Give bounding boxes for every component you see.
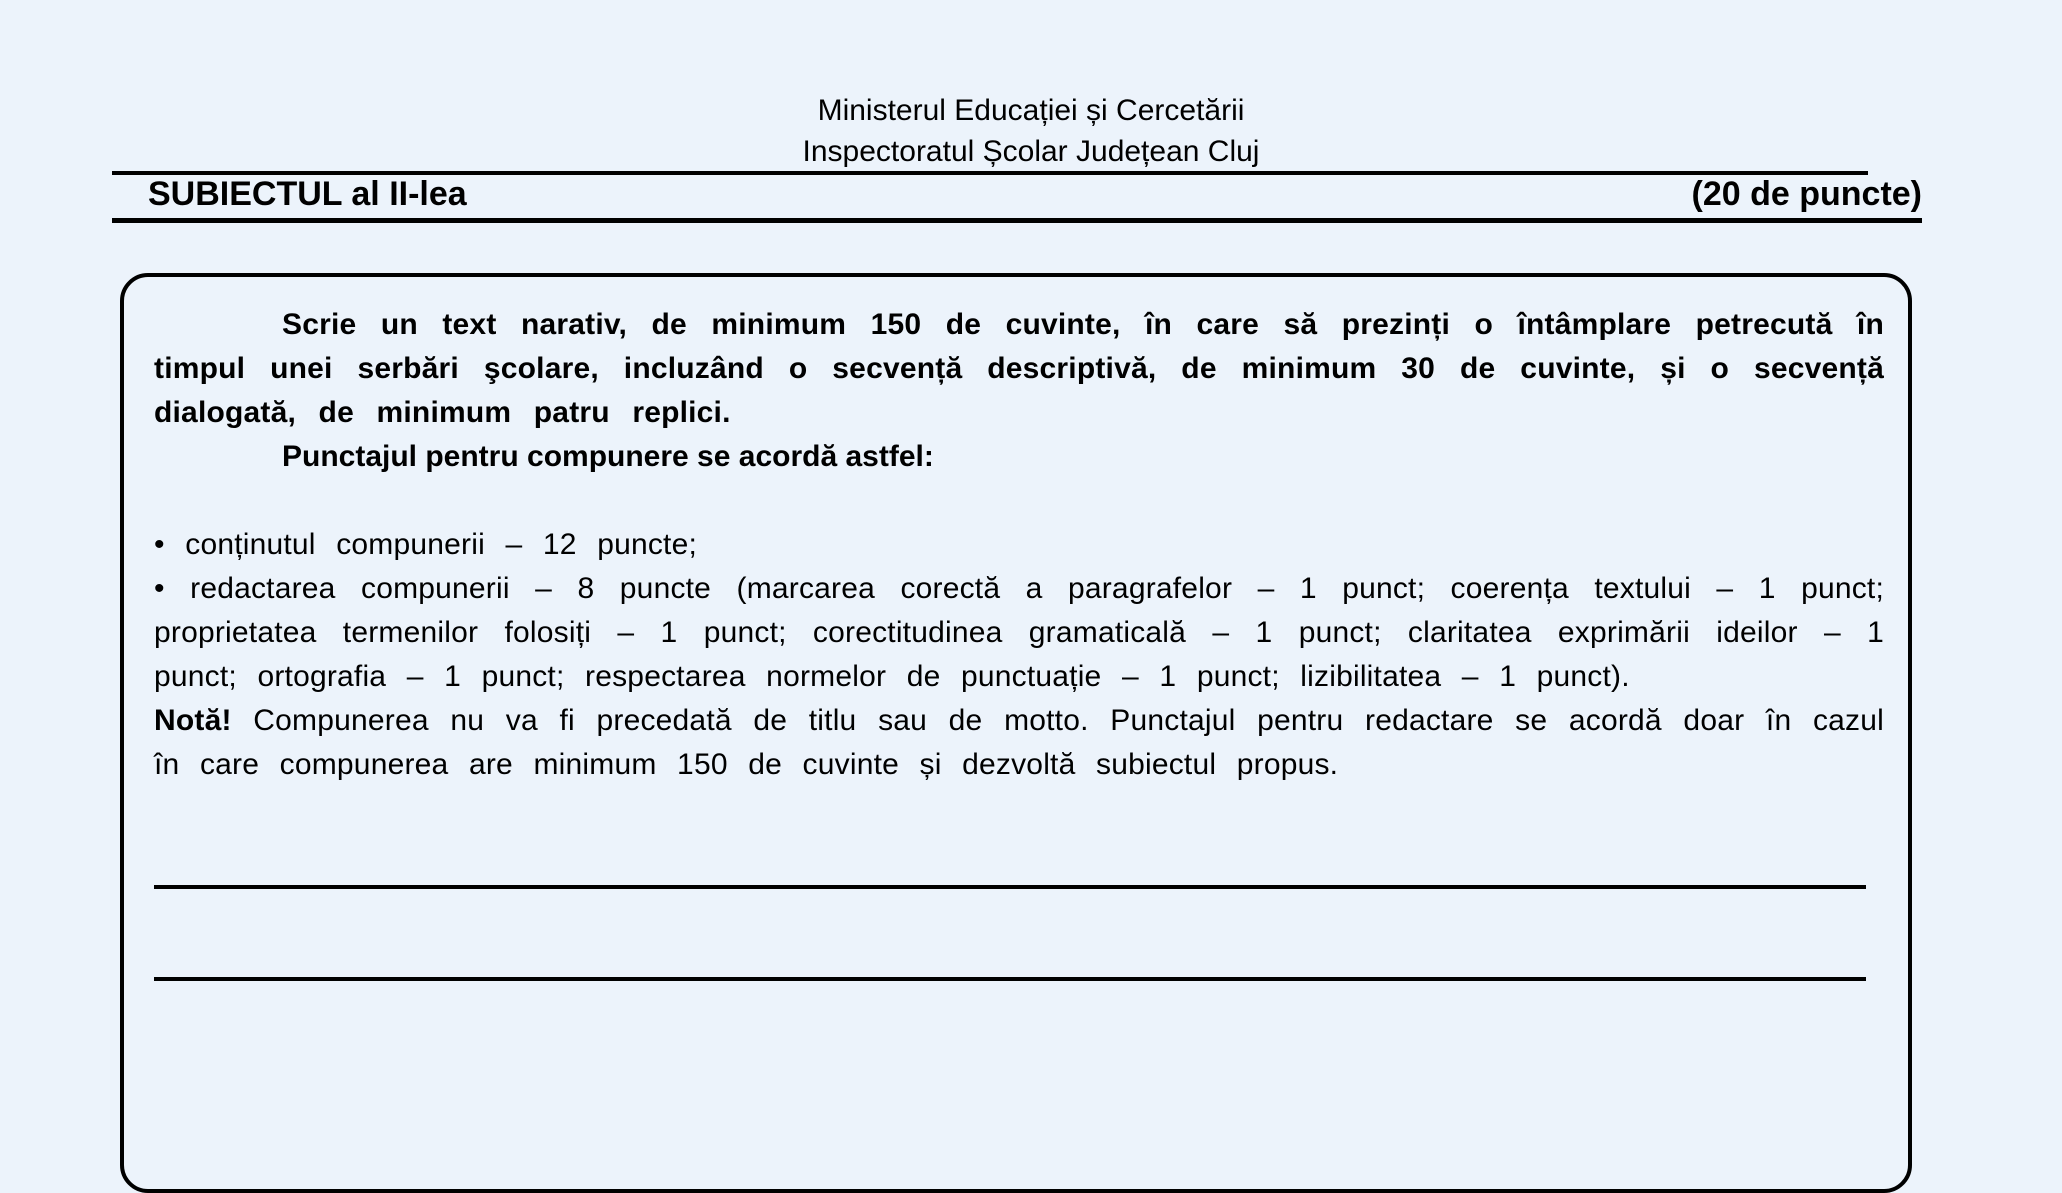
bullet-item-redaction: • redactarea compunerii – 8 puncte (marcarea corectă a paragrafelor – 1 punct; coerența textului – 1 punct; proprietatea termenilor folosiți – 1 punct; corectitudinea gramaticală – 1 punct; claritatea exprimării ideilor – 1 punct; ortografia – 1 punct; respectarea normelor de punctuație – 1 punct; lizibilitatea – 1 punct).	[154, 572, 1884, 693]
note-text: Compunerea nu va fi precedată de titlu sau de motto. Punctajul pentru redactare se acordă doar în cazul în care compunerea are minimum 150 de cuvinte și dezvoltă subiectul propus.	[154, 704, 1884, 781]
header-inspectorate-line: Inspectoratul Școlar Județean Cluj	[802, 135, 1260, 168]
answer-line	[154, 951, 1866, 981]
subject-points: (20 de puncte)	[1691, 175, 1922, 213]
scoring-intro: Punctajul pentru compunere se acordă astfel:	[282, 440, 934, 473]
scoring-bullet-list	[154, 523, 1884, 699]
answer-line	[154, 859, 1866, 889]
document-header	[0, 90, 2062, 172]
note-paragraph	[154, 699, 1884, 787]
note-label: Notă!	[154, 704, 232, 737]
subject-bar	[112, 176, 1922, 223]
task-box	[120, 273, 1912, 1193]
subject-title: SUBIECTUL al II-lea	[148, 175, 467, 213]
bullet-item-content: • conținutul compunerii – 12 puncte;	[154, 528, 697, 561]
task-prompt: Scrie un text narativ, de minimum 150 de cuvinte, în care să prezinți o întâmplare petrecută în timpul unei serbări şcolare, incluzând o secvență descriptivă, de minimum 30 de cuvinte, și o secvență dialogată, de minimum patru replici.	[154, 308, 1884, 429]
header-ministry-line: Ministerul Educației și Cercetării	[817, 94, 1245, 127]
